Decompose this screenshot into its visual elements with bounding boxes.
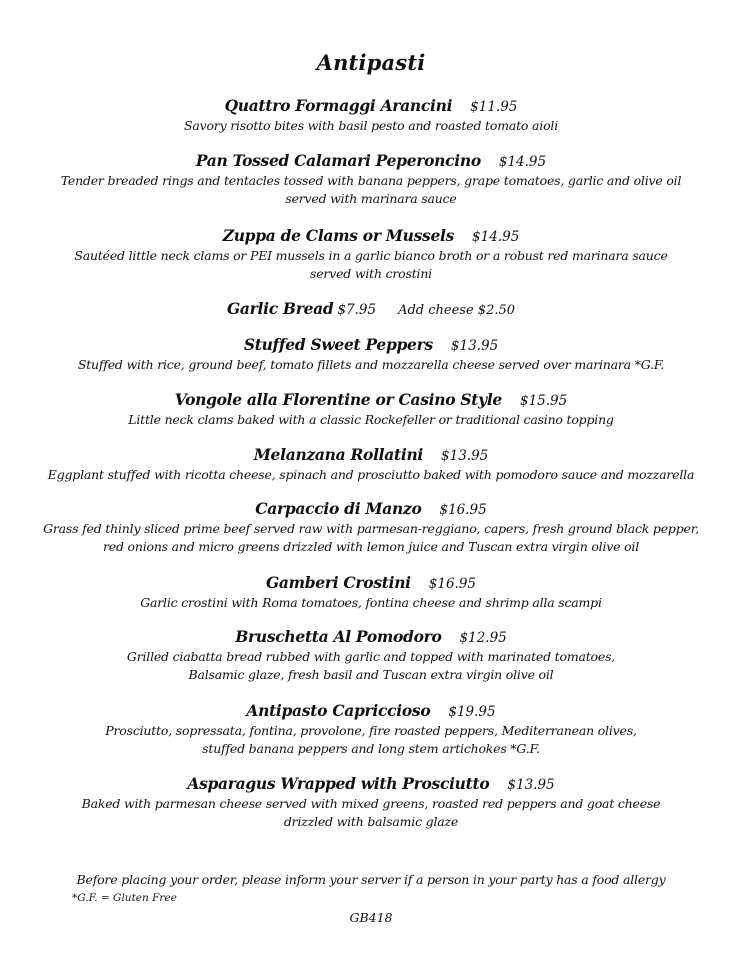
item-name: Asparagus Wrapped with Prosciutto <box>187 774 490 793</box>
item-name: Antipasto Capriccioso <box>246 701 431 720</box>
item-price: $16.95 <box>439 502 487 518</box>
item-description: Savory risotto bites with basil pesto and roasted tomato aioli <box>184 118 558 133</box>
item-description: Sautéed little neck clams or PEI mussels in a garlic bianco broth or a robust red marinara sauce <box>74 248 668 263</box>
allergy-note: Before placing your order, please inform your server if a person in your party has a food allergy <box>76 872 666 887</box>
menu-item <box>0 499 742 556</box>
menu-item <box>0 390 742 429</box>
item-description: Prosciutto, sopressata, fontina, provolone, fire roasted peppers, Mediterranean olives, <box>105 723 637 738</box>
item-name: Gamberi Crostini <box>265 573 411 592</box>
item-price: $14.95 <box>498 154 547 170</box>
item-price: $19.95 <box>448 704 496 720</box>
item-name: Quattro Formaggi Arancini <box>224 96 453 115</box>
item-description: Grilled ciabatta bread rubbed with garlic and topped with marinated tomatoes, <box>126 649 616 664</box>
item-name: Bruschetta Al Pomodoro <box>235 627 442 646</box>
item-price: $16.95 <box>428 576 477 592</box>
item-description: stuffed banana peppers and long stem artichokes *G.F. <box>202 741 540 756</box>
item-description: Baked with parmesan cheese served with mixed greens, roasted red peppers and goat cheese <box>81 796 661 811</box>
item-name: Vongole alla Florentine or Casino Style <box>174 390 502 409</box>
item-name: Melanzana Rollatini <box>253 445 424 464</box>
item-price: $11.95 <box>470 99 518 115</box>
item-description: Garlic crostini with Roma tomatoes, fontina cheese and shrimp alla scampi <box>140 595 602 610</box>
menu-item <box>0 573 742 612</box>
item-name: Zuppa de Clams or Mussels <box>222 226 455 245</box>
item-description: served with marinara sauce <box>285 191 457 206</box>
item-extra: Add cheese $2.50 <box>398 303 516 318</box>
item-name: Stuffed Sweet Peppers <box>243 335 433 354</box>
item-price: $12.95 <box>459 630 507 646</box>
menu-item <box>0 701 742 758</box>
menu-code: GB418 <box>349 910 393 925</box>
item-description: served with crostini <box>310 266 432 281</box>
item-description: red onions and micro greens drizzled with lemon juice and Tuscan extra virgin olive oil <box>102 539 640 554</box>
section-title: Antipasti <box>316 50 426 75</box>
item-name: Pan Tossed Calamari Peperoncino <box>195 151 481 170</box>
menu-item <box>0 774 742 831</box>
menu-item <box>0 445 742 484</box>
menu-item <box>0 96 742 135</box>
item-price: $7.95 <box>337 302 377 318</box>
item-name: Garlic Bread <box>226 299 334 318</box>
item-description: Stuffed with rice, ground beef, tomato fillets and mozzarella cheese served over marinara *G.F. <box>77 357 665 372</box>
item-price: $15.95 <box>519 393 568 409</box>
menu-item <box>0 226 742 283</box>
item-description: drizzled with balsamic glaze <box>283 814 459 829</box>
item-description: Tender breaded rings and tentacles tossed with banana peppers, grape tomatoes, garlic and olive oil <box>60 173 682 188</box>
item-description: Eggplant stuffed with ricotta cheese, spinach and prosciutto baked with pomodoro sauce and mozzarella <box>47 467 695 482</box>
item-price: $14.95 <box>472 229 520 245</box>
item-description: Little neck clams baked with a classic Rockefeller or traditional casino topping <box>128 412 614 427</box>
item-price: $13.95 <box>441 448 489 464</box>
item-name: Carpaccio di Manzo <box>255 499 422 518</box>
item-description: Grass fed thinly sliced prime beef served raw with parmesan-reggiano, capers, fresh ground black pepper, <box>43 521 699 536</box>
menu-item <box>0 335 742 374</box>
gluten-free-note: *G.F. = Gluten Free <box>72 892 177 904</box>
menu-item <box>0 299 742 321</box>
item-price: $13.95 <box>507 777 555 793</box>
item-description: Balsamic glaze, fresh basil and Tuscan extra virgin olive oil <box>188 667 554 682</box>
item-price: $13.95 <box>450 338 499 354</box>
menu-item <box>0 627 742 684</box>
menu-item <box>0 151 742 208</box>
